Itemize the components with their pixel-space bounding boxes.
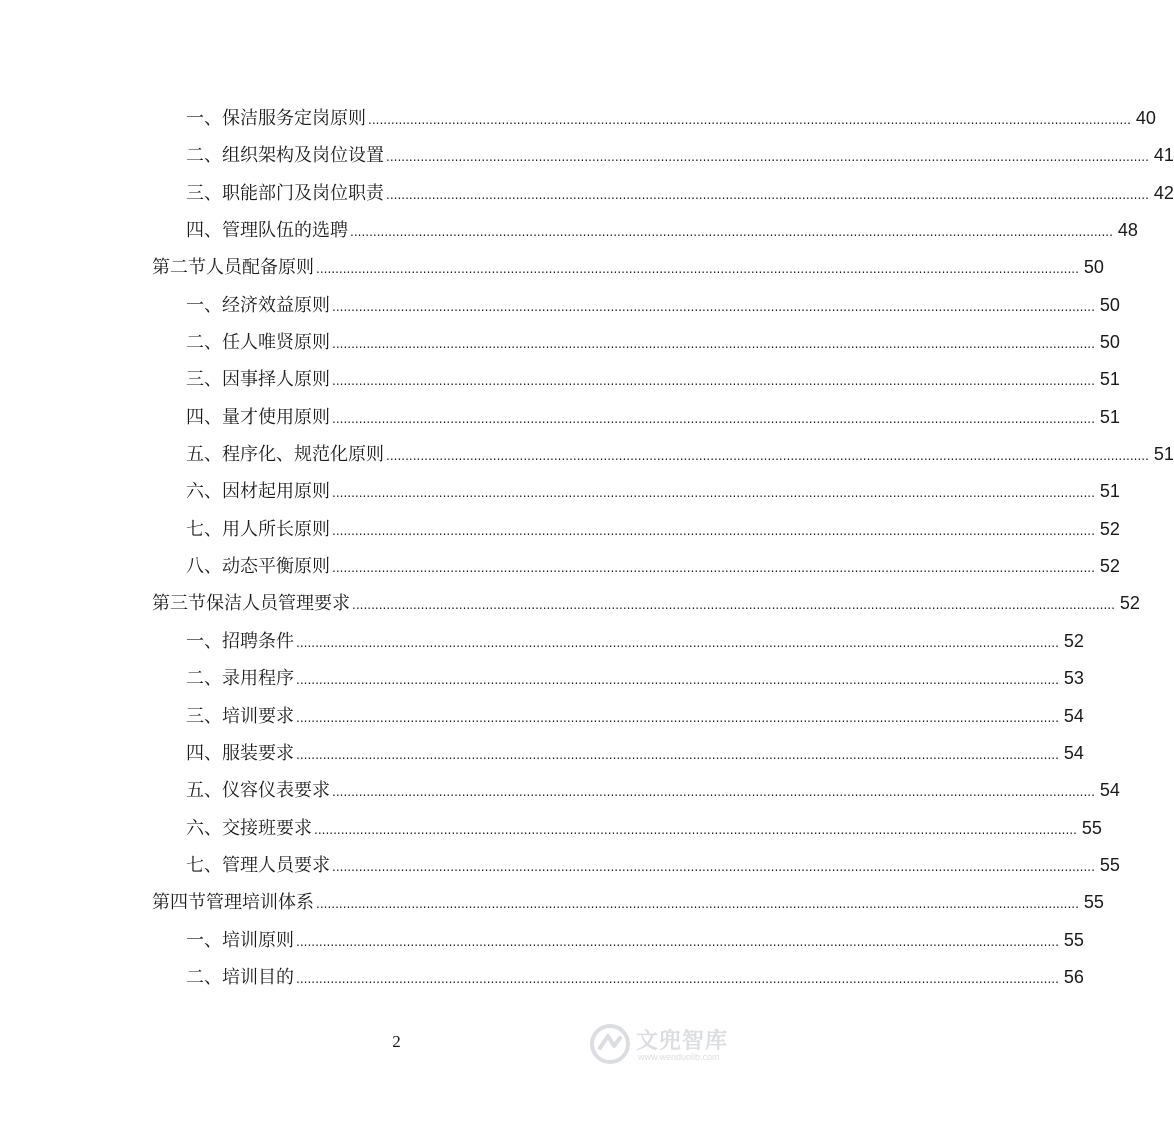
toc-entry-number: 三、 <box>186 705 222 727</box>
toc-entry[interactable] <box>152 361 1120 398</box>
toc-entry-number: 四、 <box>186 742 222 764</box>
toc-entry-text: 任人唯贤原则 <box>222 332 330 354</box>
toc-entry-title <box>186 399 330 436</box>
toc-entry[interactable] <box>152 698 1084 735</box>
toc-entry-text: 用人所长原则 <box>222 518 330 540</box>
toc-entry-number: 五、 <box>186 444 222 466</box>
toc-entry-page: 51 <box>1099 481 1120 502</box>
toc-entry[interactable] <box>152 511 1120 548</box>
toc-entry-number: 六、 <box>186 817 222 839</box>
toc-leader-dots: ........................................................................................................................................................................................................ <box>296 934 1059 949</box>
toc-entry-title <box>186 698 294 735</box>
toc-leader-dots: ........................................................................................................................................................................................................ <box>314 822 1077 837</box>
toc-entry-text: 服装要求 <box>222 742 294 764</box>
toc-entry[interactable] <box>152 324 1120 361</box>
toc-entry-text: 经济效益原则 <box>222 294 330 316</box>
toc-entry-text: 交接班要求 <box>222 817 312 839</box>
toc-entry[interactable] <box>152 175 1174 212</box>
toc-entry-title <box>186 473 330 510</box>
toc-entry-number: 一、 <box>186 929 222 951</box>
toc-leader-dots: ........................................................................................................................................................................................................ <box>332 561 1095 576</box>
toc-entry[interactable] <box>152 473 1120 510</box>
toc-entry-page: 54 <box>1063 705 1084 726</box>
toc-entry-text: 培训目的 <box>222 966 294 988</box>
toc-entry-page: 40 <box>1135 108 1156 128</box>
toc-entry-number: 一、 <box>186 294 222 316</box>
toc-entry-text: 管理人员要求 <box>222 854 330 876</box>
watermark <box>588 1020 758 1070</box>
toc-entry-text: 保洁服务定岗原则 <box>222 108 366 129</box>
toc-entry-text: 培训原则 <box>222 929 294 951</box>
wenduo-logo-icon <box>588 1022 632 1066</box>
toc-entry-text: 人员配备原则 <box>206 257 314 279</box>
toc-entry-page: 54 <box>1099 780 1120 801</box>
toc-leader-dots: ........................................................................................................................................................................................................ <box>296 971 1059 986</box>
toc-entry-page: 55 <box>1099 854 1120 875</box>
toc-entry-title <box>186 361 330 398</box>
toc-entry[interactable] <box>152 100 1156 137</box>
toc-leader-dots: ........................................................................................................................................................................................................ <box>296 673 1059 688</box>
toc-entry[interactable] <box>152 249 1104 286</box>
toc-entry-page: 53 <box>1063 668 1084 689</box>
toc-entry[interactable] <box>152 623 1084 660</box>
toc-entry-title <box>186 287 330 324</box>
toc-entry-text: 管理培训体系 <box>206 892 314 914</box>
toc-entry-number: 第三节 <box>152 593 206 615</box>
toc-entry[interactable] <box>152 660 1084 697</box>
toc-entry[interactable] <box>152 399 1120 436</box>
toc-entry-number: 四、 <box>186 406 222 428</box>
toc-leader-dots: ........................................................................................................................................................................................................ <box>316 897 1079 912</box>
toc-entry-title <box>186 436 384 473</box>
toc-entry-title <box>186 548 330 585</box>
toc-entry-page: 52 <box>1099 518 1120 539</box>
toc-entry[interactable] <box>152 137 1174 174</box>
toc-entry-number: 一、 <box>186 108 222 129</box>
toc-entry[interactable] <box>152 287 1120 324</box>
toc-entry-number: 二、 <box>186 145 222 167</box>
toc-entry-title <box>152 884 314 921</box>
table-of-contents <box>152 100 1174 996</box>
toc-entry-page: 55 <box>1063 929 1084 950</box>
toc-entry-page: 52 <box>1119 593 1140 614</box>
toc-entry-number: 二、 <box>186 332 222 354</box>
toc-entry-number: 六、 <box>186 481 222 503</box>
toc-entry[interactable] <box>152 922 1084 959</box>
toc-entry-title <box>186 959 294 996</box>
watermark-name: 文兜智库 <box>636 1029 729 1054</box>
toc-leader-dots: ........................................................................................................................................................................................................ <box>332 859 1095 874</box>
toc-entry-title <box>186 511 330 548</box>
toc-entry-page: 51 <box>1153 444 1174 465</box>
toc-entry-page: 54 <box>1063 742 1084 763</box>
toc-entry-page: 55 <box>1081 817 1102 838</box>
toc-leader-dots: ........................................................................................................................................................................................................ <box>332 523 1095 538</box>
toc-entry-page: 55 <box>1083 892 1104 913</box>
toc-entry-title <box>186 324 330 361</box>
toc-entry-page: 48 <box>1117 220 1138 241</box>
toc-entry-text: 仪容仪表要求 <box>222 780 330 802</box>
toc-entry-title <box>186 137 384 174</box>
toc-entry-title <box>186 772 330 809</box>
toc-entry-title <box>186 847 330 884</box>
toc-entry[interactable] <box>152 212 1138 249</box>
toc-entry-text: 培训要求 <box>222 705 294 727</box>
toc-leader-dots: ........................................................................................................................................................................................................ <box>332 411 1095 426</box>
toc-entry[interactable] <box>152 884 1104 921</box>
toc-leader-dots: ........................................................................................................................................................................................................ <box>386 150 1149 165</box>
toc-entry[interactable] <box>152 772 1120 809</box>
toc-entry-page: 52 <box>1063 630 1084 651</box>
toc-entry-number: 二、 <box>186 668 222 690</box>
toc-entry-number: 二、 <box>186 966 222 988</box>
toc-entry-title <box>186 623 294 660</box>
toc-entry-text: 职能部门及岗位职责 <box>222 182 384 204</box>
toc-leader-dots: ........................................................................................................................................................................................................ <box>352 598 1115 613</box>
toc-entry[interactable] <box>152 735 1084 772</box>
toc-entry-text: 录用程序 <box>222 668 294 690</box>
toc-entry[interactable] <box>152 810 1102 847</box>
toc-entry[interactable] <box>152 847 1120 884</box>
toc-leader-dots: ........................................................................................................................................................................................................ <box>386 187 1149 202</box>
toc-entry-number: 三、 <box>186 182 222 204</box>
toc-entry-title <box>186 212 348 249</box>
toc-entry-title <box>186 175 384 212</box>
toc-leader-dots: ........................................................................................................................................................................................................ <box>332 785 1095 800</box>
toc-leader-dots: ........................................................................................................................................................................................................ <box>350 225 1113 240</box>
toc-entry-text: 因事择人原则 <box>222 369 330 391</box>
toc-entry-title <box>186 810 312 847</box>
toc-entry-text: 招聘条件 <box>222 630 294 652</box>
toc-entry-page: 51 <box>1099 369 1120 390</box>
toc-leader-dots: ........................................................................................................................................................................................................ <box>332 486 1095 501</box>
toc-leader-dots: ........................................................................................................................................................................................................ <box>296 710 1059 725</box>
toc-entry-text: 程序化、规范化原则 <box>222 444 384 466</box>
toc-entry-page: 56 <box>1063 966 1084 987</box>
toc-entry-title <box>152 585 350 622</box>
toc-entry-text: 组织架构及岗位设置 <box>222 145 384 167</box>
toc-entry-title <box>152 249 314 286</box>
toc-entry-number: 八、 <box>186 556 222 578</box>
toc-entry-title <box>186 735 294 772</box>
toc-leader-dots: ........................................................................................................................................................................................................ <box>332 374 1095 389</box>
toc-entry-page: 50 <box>1099 294 1120 315</box>
watermark-url: www.wenduolib.com <box>638 1052 720 1062</box>
toc-entry-number: 四、 <box>186 220 222 242</box>
page-number: 2 <box>392 1032 401 1051</box>
toc-entry-title <box>186 660 294 697</box>
toc-entry-number: 一、 <box>186 630 222 652</box>
toc-entry-text: 管理队伍的选聘 <box>222 220 348 242</box>
toc-entry[interactable] <box>152 585 1140 622</box>
toc-leader-dots: ........................................................................................................................................................................................................ <box>296 747 1059 762</box>
toc-leader-dots: ........................................................................................................................................................................................................ <box>296 635 1059 650</box>
toc-entry-text: 保洁人员管理要求 <box>206 593 350 615</box>
toc-entry-title <box>186 100 366 137</box>
toc-entry-page: 50 <box>1099 332 1120 353</box>
toc-entry-title <box>186 922 294 959</box>
toc-entry-page: 52 <box>1099 556 1120 577</box>
toc-entry-number: 第二节 <box>152 257 206 279</box>
toc-leader-dots: ........................................................................................................................................................................................................ <box>332 337 1095 352</box>
toc-entry-text: 动态平衡原则 <box>222 556 330 578</box>
toc-entry-number: 第四节 <box>152 892 206 914</box>
toc-entry-number: 七、 <box>186 518 222 540</box>
toc-leader-dots: ........................................................................................................................................................................................................ <box>332 299 1095 314</box>
toc-entry-text: 量才使用原则 <box>222 406 330 428</box>
toc-leader-dots: ........................................................................................................................................................................................................ <box>368 113 1131 127</box>
toc-entry[interactable] <box>152 959 1084 996</box>
toc-entry[interactable] <box>152 548 1120 585</box>
toc-entry-number: 三、 <box>186 369 222 391</box>
toc-entry-page: 41 <box>1153 145 1174 166</box>
toc-entry-page: 51 <box>1099 406 1120 427</box>
toc-leader-dots: ........................................................................................................................................................................................................ <box>386 449 1149 464</box>
toc-entry-page: 50 <box>1083 257 1104 278</box>
toc-leader-dots: ........................................................................................................................................................................................................ <box>316 262 1079 277</box>
toc-entry-text: 因材起用原则 <box>222 481 330 503</box>
toc-entry-number: 七、 <box>186 854 222 876</box>
toc-entry-number: 五、 <box>186 780 222 802</box>
toc-entry-page: 42 <box>1153 182 1174 203</box>
toc-entry[interactable] <box>152 436 1174 473</box>
